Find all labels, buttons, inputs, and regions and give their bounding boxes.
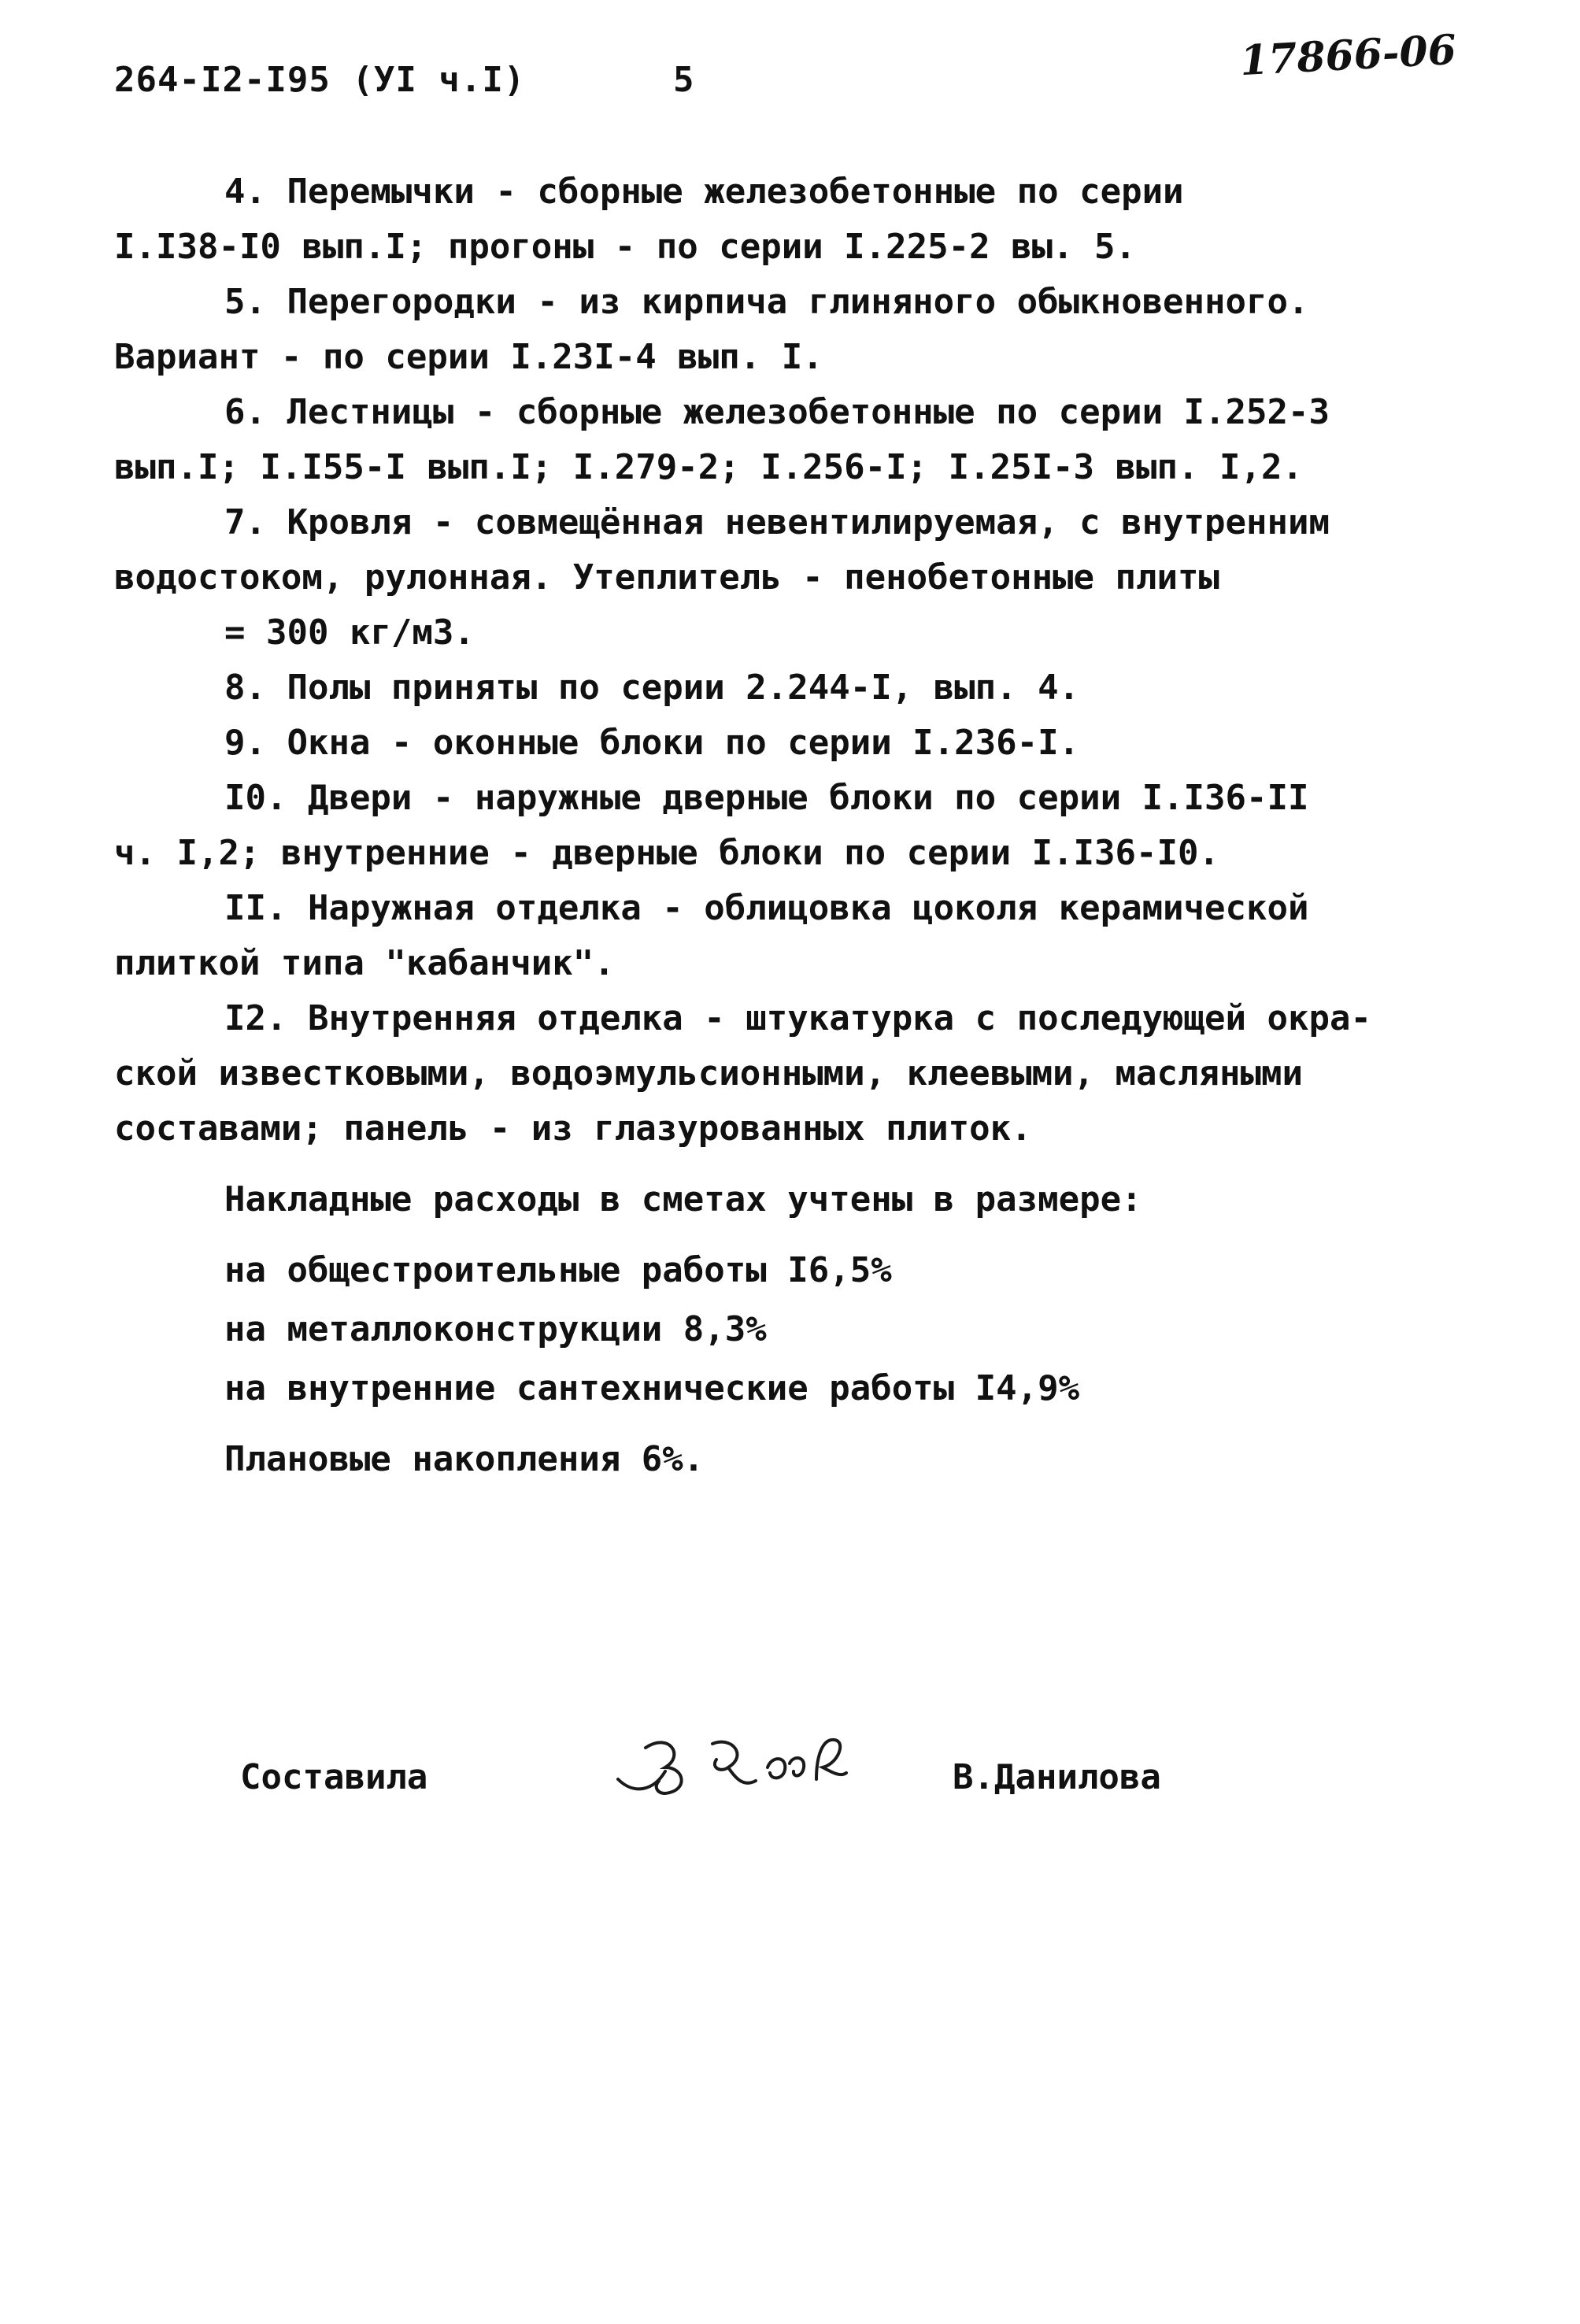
text-line: 7. Кровля - совмещённая невентилируемая, с внутренним bbox=[224, 502, 1330, 542]
text-line: ской известковыми, водоэмульсионными, клеевыми, масляными bbox=[114, 1053, 1303, 1094]
text-line: составами; панель - из глазурованных плиток. bbox=[114, 1108, 1032, 1149]
overhead-line: на металлоконструкции 8,3% bbox=[224, 1309, 767, 1349]
text-line: 4. Перемычки - сборные железобетонные по серии bbox=[224, 172, 1184, 212]
text-line: водостоком, рулонная. Утеплитель - пенобетонные плиты bbox=[114, 557, 1219, 598]
overhead-heading: Накладные расходы в сметах учтены в размере: bbox=[224, 1179, 1142, 1219]
text-line: плиткой типа "кабанчик". bbox=[114, 943, 615, 983]
text-line: = 300 кг/м3. bbox=[224, 612, 475, 653]
text-line: ч. I,2; внутренние - дверные блоки по серии I.I36-I0. bbox=[114, 833, 1219, 873]
text-line: 6. Лестницы - сборные железобетонные по серии I.252-3 bbox=[224, 392, 1330, 432]
overhead-line: на общестроительные работы I6,5% bbox=[224, 1250, 892, 1290]
document-code: 264-I2-I95 (УI ч.I) bbox=[114, 60, 526, 100]
page-number: 5 bbox=[673, 60, 694, 100]
text-line: I0. Двери - наружные дверные блоки по серии I.I36-II bbox=[224, 778, 1309, 818]
text-line: I.I38-I0 вып.I; прогоны - по серии I.225-2 вы. 5. bbox=[114, 227, 1137, 267]
handwritten-signature bbox=[610, 1724, 870, 1811]
text-line: 5. Перегородки - из кирпича глиняного обыкновенного. bbox=[224, 282, 1309, 322]
text-line: 8. Полы приняты по серии 2.244-I, вып. 4. bbox=[224, 668, 1080, 708]
overhead-line: на внутренние сантехнические работы I4,9% bbox=[224, 1368, 1080, 1408]
signer-name: В.Данилова bbox=[953, 1757, 1161, 1797]
text-line: II. Наружная отделка - облицовка цоколя керамической bbox=[224, 888, 1309, 928]
archive-number: 17866-06 bbox=[1238, 25, 1458, 86]
signature-label: Составила bbox=[240, 1757, 428, 1797]
text-line: Вариант - по серии I.23I-4 вып. I. bbox=[114, 337, 823, 377]
text-line: вып.I; I.I55-I вып.I; I.279-2; I.256-I; I.25I-3 вып. I,2. bbox=[114, 447, 1303, 487]
planned-savings-line: Плановые накопления 6%. bbox=[224, 1439, 705, 1479]
text-line: I2. Внутренняя отделка - штукатурка с последующей окра- bbox=[224, 998, 1371, 1038]
text-line: 9. Окна - оконные блоки по серии I.236-I. bbox=[224, 723, 1080, 763]
